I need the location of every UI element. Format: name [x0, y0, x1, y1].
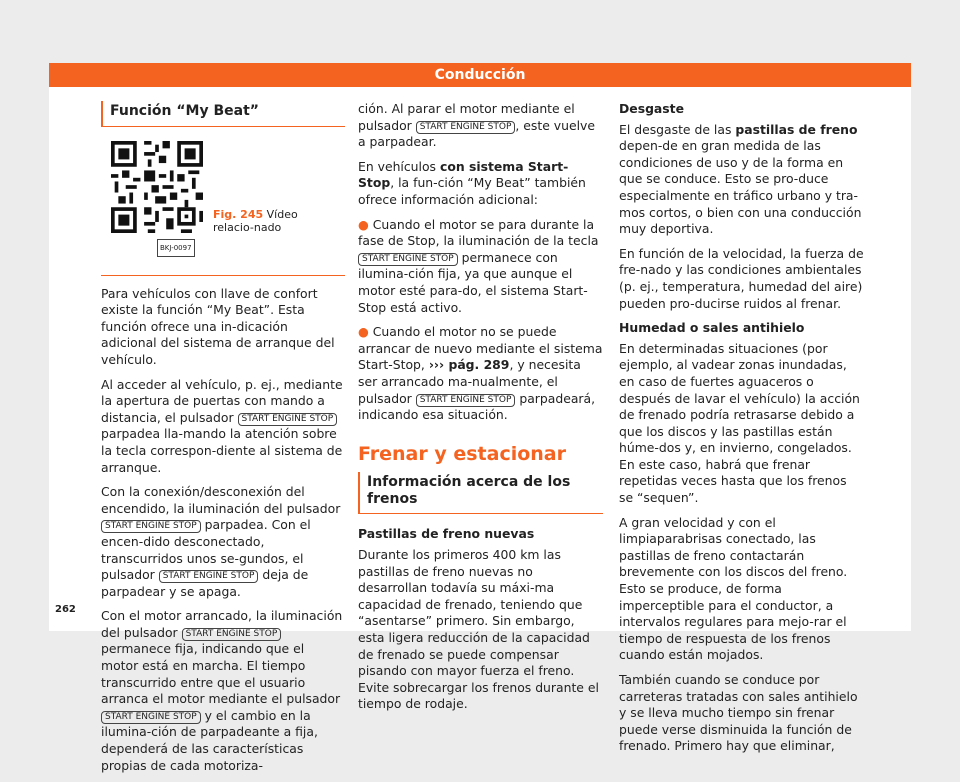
paragraph: Para vehículos con llave de confort existe la función “My Beat”. Esta función ofrece una in-dicación adicional del sistema de arranque del vehículo.: [101, 285, 335, 367]
section-heading: Función “My Beat”: [101, 101, 345, 127]
figure-number: Fig. 245: [213, 207, 264, 221]
start-engine-stop-key: START ENGINE STOP: [101, 711, 201, 724]
start-engine-stop-key: START ENGINE STOP: [159, 570, 259, 583]
paragraph: Al acceder al vehículo, p. ej., mediante la apertura de puertas con mando a distancia, el pulsador START ENGINE STOP parpadea lla-mando la atención sobre la tecla correspon-diente al sistema de arranque.: [101, 376, 343, 475]
start-engine-stop-key: START ENGINE STOP: [416, 121, 516, 134]
paragraph: En determinadas situaciones (por ejemplo, al vadear zonas inundadas, en caso de fuertes aguaceros o después de lavar el vehículo) la acción de frenado podría retrasarse debido a que los discos y las pastillas están húme-dos y, en invierno, congelados. En este caso, habrá que frenar repetidas veces hasta que los frenos se “sequen”.: [619, 340, 860, 506]
page-reference-link[interactable]: ››› pág. 289: [428, 357, 510, 373]
chapter-title: Frenar y estacionar: [358, 442, 566, 465]
paragraph: Con el motor arrancado, la iluminación del pulsador START ENGINE STOP permanece fija, indicando que el motor está en marcha. El tiempo transcurrido entre que el usuario arranca el motor mediante el pulsador START ENGINE STOP y el cambio en la ilumina-ción de parpadeante a fija, dependerá de las características propias de cada motoriza-: [101, 608, 343, 773]
bullet-item: ● Cuando el motor se para durante la fase de Stop, la iluminación de la tecla START ENGINE STOP permanece con ilumina-ción fija, ya que aunque el motor esté para-do, el sistema Start-Stop está activo.: [358, 216, 599, 315]
figure: [101, 139, 345, 276]
figure-caption-text: Vídeo relacio-nado: [213, 207, 298, 234]
paragraph: También cuando se conduce por carreteras tratadas con sales antihielo y se lleva mucho tiempo sin frenar puede verse disminuida la función de frenado. Primero hay que eliminar,: [619, 672, 858, 754]
start-engine-stop-key: START ENGINE STOP: [416, 394, 516, 407]
start-engine-stop-key: START ENGINE STOP: [358, 253, 458, 266]
column-2: [358, 101, 603, 721]
paragraph: A gran velocidad y con el limpiaparabrisas conectado, las pastillas de freno contactarán brevemente con los discos del freno. Esto se produce, de forma imperceptible para el conductor, a intervalos regulares para mejo-rar el tiempo de respuesta de los frenos cuando están mojados.: [619, 514, 848, 663]
start-engine-stop-key: START ENGINE STOP: [182, 628, 282, 641]
figure-code: BKJ-0097: [157, 239, 195, 258]
qr-code: [111, 141, 203, 233]
section-header: Conducción: [49, 63, 911, 87]
subheading: Pastillas de freno nuevas: [358, 526, 535, 542]
start-engine-stop-key: START ENGINE STOP: [238, 413, 338, 426]
bullet-item: ● Cuando el motor no se puede arrancar de nuevo mediante el sistema Start-Stop, ››› pág. 289, y necesita ser arrancado ma-nualmente, el pulsador START ENGINE STOP parpadeará, indicando esa situación.: [358, 324, 603, 423]
paragraph: En función de la velocidad, la fuerza de fre-nado y las condiciones ambientales (p. ej., temperatura, humedad del aire) pueden pro-ducirse ruidos al frenar.: [619, 245, 864, 311]
column-1: [101, 101, 345, 782]
section-heading: Información acerca de los frenos: [358, 472, 603, 514]
paragraph: En vehículos con sistema Start-Stop, la fun-ción “My Beat” también ofrece información adicional:: [358, 158, 586, 207]
page: [49, 63, 911, 773]
figure-caption: [213, 208, 331, 234]
column-3: [619, 101, 864, 763]
page-number: 262: [55, 604, 76, 615]
bullet-icon: ●: [358, 324, 369, 340]
paragraph: Con la conexión/desconexión del encendido, la iluminación del pulsador START ENGINE STOP parpadea. Con el encen-dido desconectado, transcurridos unos se-gundos, el pulsador START ENGINE STOP deja de parpadear y se apaga.: [101, 484, 341, 599]
subheading: Humedad o sales antihielo: [619, 320, 805, 336]
paragraph: Durante los primeros 400 km las pastillas de freno nuevas no desarrollan todavía su máxi-ma capacidad de frenado, teniendo que “asentarse” primero. Sin embargo, esta ligera reducción de la capacidad de frenado se puede compensar pisando con mayor fuerza el freno. Evite sobrecargar los frenos durante el tiempo de rodaje.: [358, 547, 599, 712]
bullet-icon: ●: [358, 216, 369, 232]
paragraph: ción. Al parar el motor mediante el pulsador START ENGINE STOP , este vuelve a parpadear.: [358, 101, 595, 150]
paragraph: El desgaste de las pastillas de freno depen-de en gran medida de las condiciones de uso y de la forma en que se conduce. Esto se pro-duce especialmente en tráfico urbano y tra-mos cortos, o bien con una conducción muy deportiva.: [619, 121, 862, 237]
start-engine-stop-key: START ENGINE STOP: [101, 520, 201, 533]
subheading: Desgaste: [619, 101, 684, 116]
